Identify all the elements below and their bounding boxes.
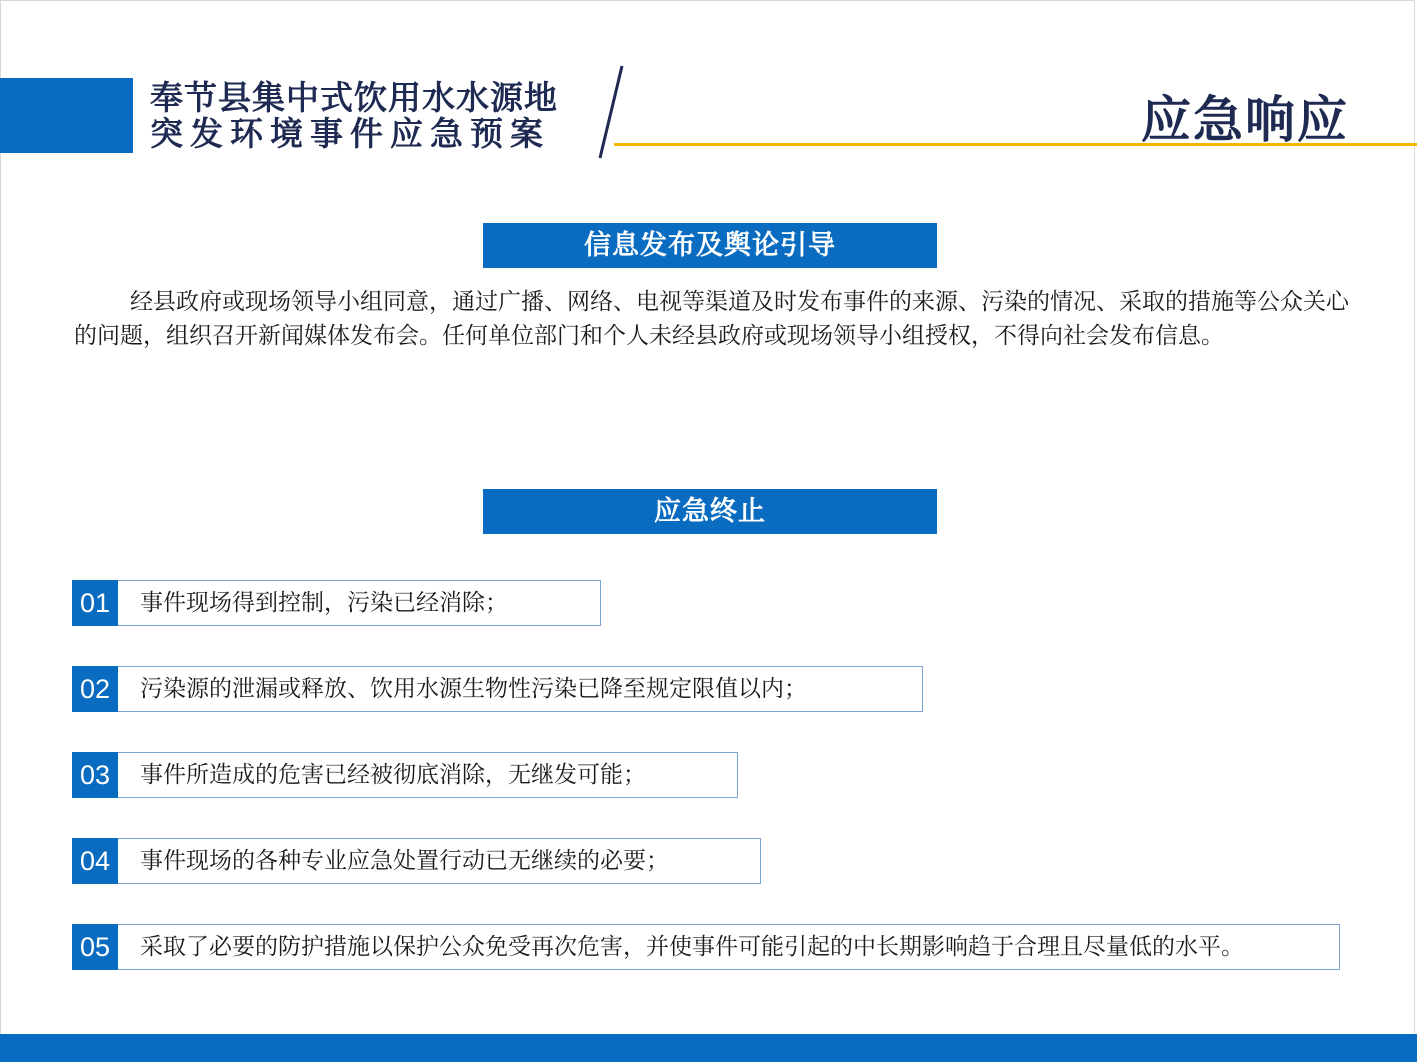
stop-condition-item — [72, 838, 761, 884]
info-section-heading: 信息发布及舆论引导 — [483, 223, 937, 268]
section-label: 应急响应 — [1141, 90, 1349, 149]
document-title-line2: 突发环境事件应急预案 — [150, 114, 550, 153]
stop-condition-item — [72, 580, 601, 626]
stop-condition-text: 事件现场得到控制，污染已经消除； — [118, 580, 601, 626]
stop-condition-number: 05 — [72, 924, 118, 970]
stop-section-heading: 应急终止 — [483, 489, 937, 534]
stop-condition-number: 02 — [72, 666, 118, 712]
stop-condition-text: 采取了必要的防护措施以保护公众免受再次危害，并使事件可能引起的中长期影响趋于合理且尽量低的水平。 — [118, 924, 1340, 970]
stop-condition-item — [72, 752, 738, 798]
stop-condition-item — [72, 666, 923, 712]
document-title — [150, 80, 600, 152]
stop-condition-item — [72, 924, 1340, 970]
stop-condition-number: 01 — [72, 580, 118, 626]
info-paragraph: 经县政府或现场领导小组同意，通过广播、网络、电视等渠道及时发布事件的来源、污染的情况、采取的措施等公众关心的问题，组织召开新闻媒体发布会。任何单位部门和个人未经县政府或现场领导小组授权，不得向社会发布信息。 — [74, 289, 1349, 349]
footer-bar — [0, 1034, 1417, 1062]
document-title-line1: 奉节县集中式饮用水水源地 — [150, 78, 558, 117]
stop-condition-number: 03 — [72, 752, 118, 798]
stop-condition-number: 04 — [72, 838, 118, 884]
stop-condition-text: 污染源的泄漏或释放、饮用水源生物性污染已降至规定限值以内； — [118, 666, 923, 712]
stop-condition-text: 事件现场的各种专业应急处置行动已无继续的必要； — [118, 838, 761, 884]
stop-condition-text: 事件所造成的危害已经被彻底消除，无继发可能； — [118, 752, 738, 798]
header-blue-block — [0, 78, 133, 153]
